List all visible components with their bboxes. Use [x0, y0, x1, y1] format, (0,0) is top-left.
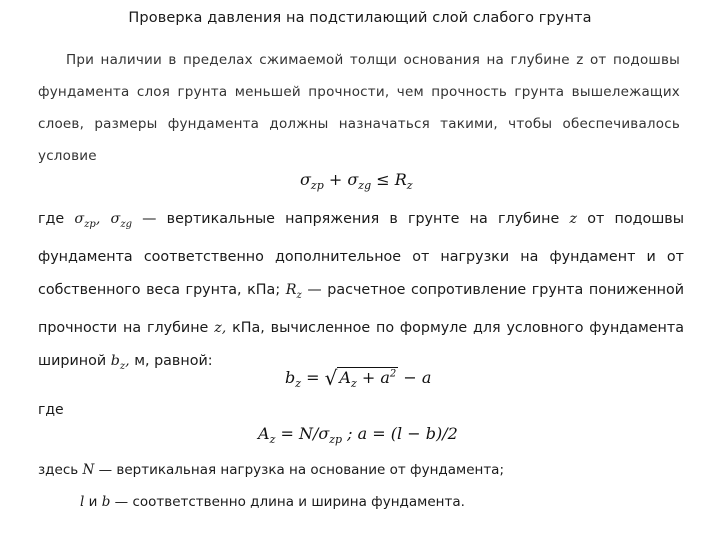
definitions-paragraph — [38, 203, 684, 383]
def-text-5: м, равной: — [134, 352, 213, 369]
note-lb — [80, 494, 465, 510]
radicand: $A_z + a^2$ — [339, 368, 397, 391]
n-symbol: N — [82, 462, 95, 478]
sigma-zp-symbol: $\sigma_{zp}$ — [300, 170, 324, 193]
leq-sign: ≤ — [376, 170, 390, 189]
def-text-4: кПа, вычисленное по формуле для условного фундамента шириной — [38, 320, 684, 369]
plus-sign: + — [328, 170, 343, 189]
bz-formula — [285, 366, 431, 390]
b-symbol: b — [101, 494, 111, 510]
and-word: и — [88, 494, 98, 510]
b-z-inline: $b_z$, — [110, 352, 130, 372]
sqrt-expression — [325, 366, 399, 390]
def-text-2: от подошвы фундамента соответственно дополнительное от нагрузки на фундамент и от собственного веса грунта, кПа; — [38, 211, 685, 298]
az-formula — [258, 424, 458, 446]
sigma-zg-symbol: $\sigma_{zg}$ — [347, 170, 372, 193]
bz-rhs: − a — [403, 368, 432, 387]
condition-formula — [300, 170, 413, 192]
note-lb-text: — соответственно длина и ширина фундамента. — [114, 494, 465, 510]
sqrt-symbol: √ — [324, 366, 338, 390]
l-symbol: l — [80, 494, 85, 510]
sigma-symbols: $\sigma_{zp}$, $\sigma_{zg}$ — [74, 211, 132, 230]
r-z-symbol: $R_z$ — [394, 170, 413, 193]
bz-lhs: $b_z$ = — [285, 368, 325, 391]
note-n-text: — вертикальная нагрузка на основание от фундамента; — [98, 462, 505, 478]
def-text-1: — вертикальные напряжения в грунте на глубине — [142, 211, 560, 227]
note-n — [38, 462, 504, 478]
intro-text: При наличии в пределах сжимаемой толщи основания на глубине z от подошвы фундамента слоя грунта меньшей прочности, чем прочность грунта вышележащих слоев, размеры фундамента должны назначаться такими, чтобы обеспечивалось условие — [38, 52, 680, 164]
az-expression: $A_z = N/\sigma_{zp}$ ; a = (l − b)/2 — [258, 424, 458, 447]
intro-paragraph — [38, 44, 680, 172]
r-z-inline: $R_z$ — [285, 281, 302, 301]
def-text-3: — расчетное сопротивление грунта пониженной прочности на глубине — [38, 281, 685, 337]
page-title: Проверка давления на подстилающий слой слабого грунта — [128, 10, 592, 26]
where-label: где — [38, 402, 64, 418]
note-prefix: здесь — [38, 462, 79, 478]
z-symbol-2: z, — [214, 320, 227, 337]
z-symbol-1: z — [569, 211, 578, 227]
where-word: где — [38, 211, 65, 227]
